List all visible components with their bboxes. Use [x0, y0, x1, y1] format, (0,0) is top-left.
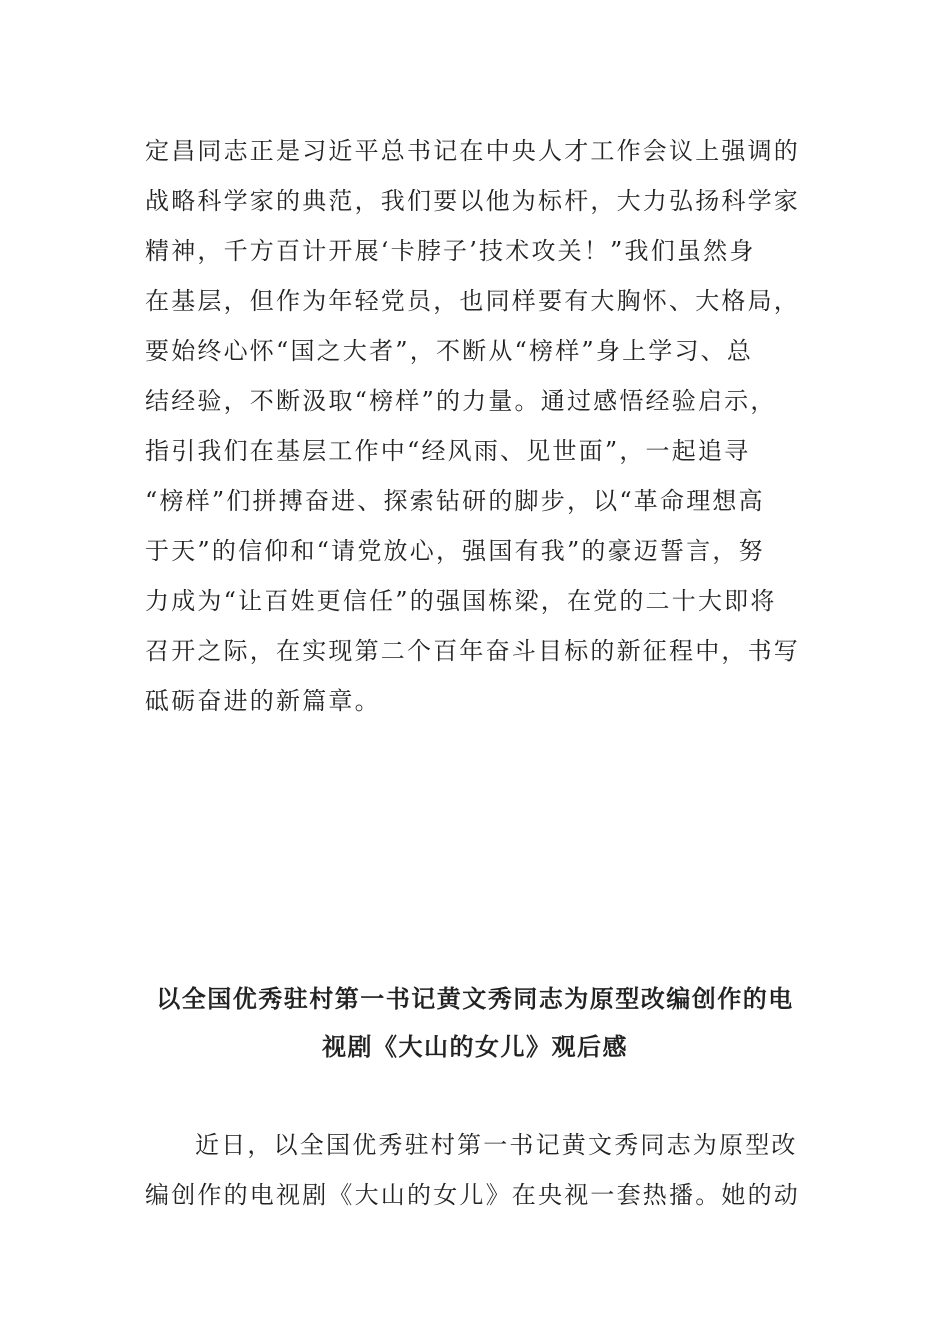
text-line: 编创作的电视剧《大山的女儿》在央视一套热播。她的动: [145, 1181, 800, 1209]
text-line: 精神，千方百计开展‘卡脖子’技术攻关！”我们虽然身: [145, 237, 756, 265]
text-line: 力成为“让百姓更信任”的强国栋梁，在党的二十大即将: [145, 587, 777, 615]
body-paragraph-top: [145, 126, 825, 726]
text-line: “榜样”们拼搏奋进、探索钻研的脚步，以“革命理想高: [145, 487, 765, 515]
text-line: 于天”的信仰和“请党放心，强国有我”的豪迈誓言，努: [145, 537, 765, 565]
section-title: [100, 975, 850, 1071]
body-paragraph-bottom: [145, 1120, 825, 1220]
text-line: 要始终心怀“国之大者”，不断从“榜样”身上学习、总: [145, 337, 754, 365]
text-line: 定昌同志正是习近平总书记在中央人才工作会议上强调的: [145, 137, 800, 165]
text-line: 指引我们在基层工作中“经风雨、见世面”，一起追寻: [145, 437, 751, 465]
title-line: 以全国优秀驻村第一书记黄文秀同志为原型改编创作的电: [156, 985, 794, 1013]
text-line: 召开之际，在实现第二个百年奋斗目标的新征程中，书写: [145, 637, 800, 665]
text-line: 结经验，不断汲取“榜样”的力量。通过感悟经验启示，: [145, 387, 777, 415]
text-line: 砥砺奋进的新篇章。: [145, 687, 381, 715]
text-line: 近日，以全国优秀驻村第一书记黄文秀同志为原型改: [195, 1131, 798, 1159]
text-line: 战略科学家的典范，我们要以他为标杆，大力弘扬科学家: [145, 187, 800, 215]
title-line: 视剧《大山的女儿》观后感: [322, 1033, 628, 1061]
text-line: 在基层，但作为年轻党员，也同样要有大胸怀、大格局，: [145, 287, 800, 315]
